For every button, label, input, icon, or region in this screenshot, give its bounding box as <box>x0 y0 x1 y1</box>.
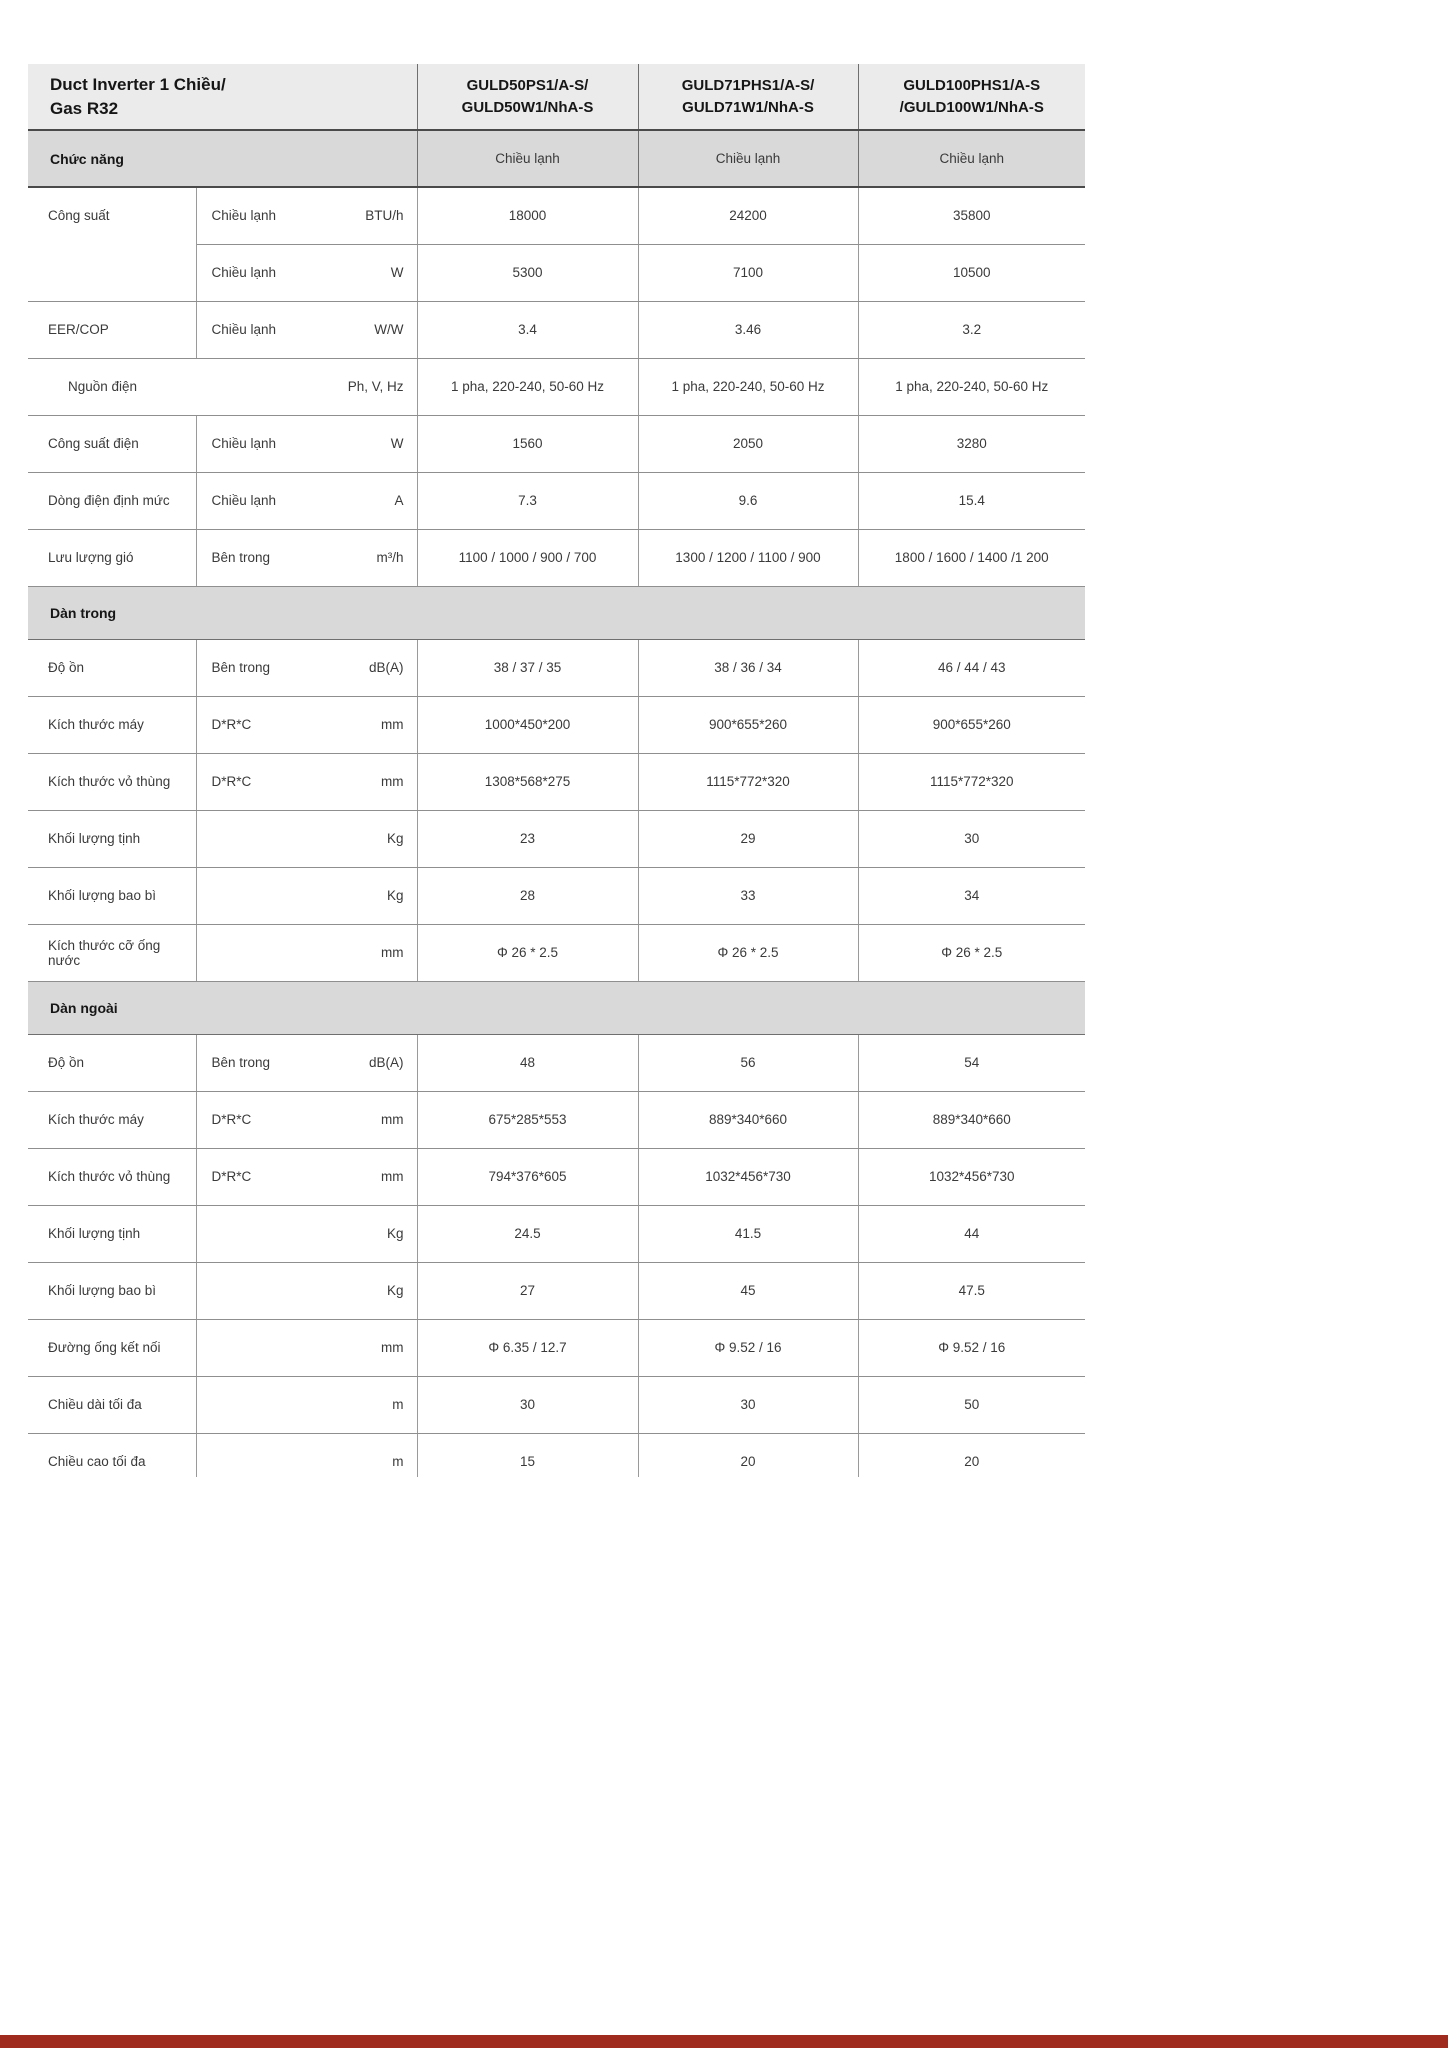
spec-subcell <box>196 1034 417 1091</box>
spec-value-cell: 20 <box>858 1433 1085 1477</box>
spec-label-cell: Công suất điện <box>28 415 196 472</box>
spec-value-cell: 7100 <box>638 244 858 301</box>
spec-label-cell: Chiều cao tối đa <box>28 1433 196 1477</box>
spec-value-cell: 1800 / 1600 / 1400 /1 200 <box>858 529 1085 586</box>
spec-sub-label: D*R*C <box>211 1169 252 1184</box>
spec-value-cell: Φ 9.52 / 16 <box>858 1319 1085 1376</box>
spec-subcell <box>196 924 417 981</box>
spec-label-cell: Kích thước vỏ thùng <box>28 1148 196 1205</box>
spec-value-cell: 1 pha, 220-240, 50-60 Hz <box>638 358 858 415</box>
spec-sub-label: D*R*C <box>211 717 252 732</box>
spec-unit: A <box>394 493 404 508</box>
spec-subcell <box>196 867 417 924</box>
spec-unit: W/W <box>374 322 404 337</box>
spec-value-cell: 1100 / 1000 / 900 / 700 <box>417 529 638 586</box>
spec-value-cell: 27 <box>417 1262 638 1319</box>
spec-subcell <box>196 529 417 586</box>
spec-value-cell: 5300 <box>417 244 638 301</box>
spec-value-cell: 38 / 37 / 35 <box>417 639 638 696</box>
spec-sub-unit-wrap <box>198 660 416 675</box>
spec-label-cell: Kích thước cỡ ống nước <box>28 924 196 981</box>
function-value-model-1: Chiều lạnh <box>417 130 638 187</box>
spec-value-cell: 794*376*605 <box>417 1148 638 1205</box>
spec-label-cell: Khối lượng bao bì <box>28 867 196 924</box>
spec-unit: m³/h <box>376 550 404 565</box>
spec-row <box>28 924 1085 981</box>
spec-subcell <box>196 1148 417 1205</box>
spec-value-cell: 46 / 44 / 43 <box>858 639 1085 696</box>
spec-row <box>28 639 1085 696</box>
spec-value-cell: 3.46 <box>638 301 858 358</box>
spec-value-cell: 30 <box>638 1376 858 1433</box>
spec-table-container <box>28 64 1088 1477</box>
spec-subcell <box>196 415 417 472</box>
spec-row <box>28 810 1085 867</box>
spec-sub-label: Chiều lạnh <box>211 322 277 337</box>
spec-value-cell: Φ 26 * 2.5 <box>417 924 638 981</box>
function-row <box>28 130 1085 187</box>
model-2-name-line2: GULD71W1/NhA-S <box>682 98 814 116</box>
column-header-model-2 <box>638 64 858 130</box>
spec-value-cell: 48 <box>417 1034 638 1091</box>
spec-value-cell: 889*340*660 <box>858 1091 1085 1148</box>
spec-value-cell: 29 <box>638 810 858 867</box>
spec-value-cell: 3280 <box>858 415 1085 472</box>
spec-value-cell: 38 / 36 / 34 <box>638 639 858 696</box>
spec-value-cell: 7.3 <box>417 472 638 529</box>
spec-unit: Kg <box>386 1283 404 1298</box>
spec-subcell <box>196 244 417 301</box>
spec-sub-unit-wrap <box>198 436 416 451</box>
spec-sub-unit-wrap <box>198 1112 416 1127</box>
spec-subcell <box>196 1433 417 1477</box>
spec-value-cell: 18000 <box>417 187 638 244</box>
spec-label-cell: Khối lượng tịnh <box>28 810 196 867</box>
spec-sub-label: Chiều lạnh <box>211 208 277 224</box>
spec-label-cell: Kích thước máy <box>28 1091 196 1148</box>
spec-value-cell: 900*655*260 <box>638 696 858 753</box>
spec-value-cell: 15.4 <box>858 472 1085 529</box>
spec-unit: mm <box>381 717 404 732</box>
spec-unit: Kg <box>386 888 404 903</box>
spec-sub-unit-wrap <box>198 774 416 789</box>
function-row-label: Chức năng <box>28 130 417 187</box>
spec-row <box>28 867 1085 924</box>
spec-subcell <box>196 1262 417 1319</box>
spec-unit: W <box>390 436 404 451</box>
spec-sub-label: Chiều lạnh <box>211 436 277 451</box>
section-header-label: Dàn ngoài <box>28 981 1085 1034</box>
spec-value-cell: 34 <box>858 867 1085 924</box>
spec-value-cell: 23 <box>417 810 638 867</box>
spec-sub-unit-wrap <box>198 208 416 223</box>
spec-sub-unit-wrap <box>198 1454 416 1469</box>
page-title-line1: Duct Inverter 1 Chiều/ <box>50 74 226 94</box>
spec-value-cell: 44 <box>858 1205 1085 1262</box>
spec-unit: m <box>392 1397 404 1412</box>
spec-value-cell: 54 <box>858 1034 1085 1091</box>
spec-value-cell: Φ 26 * 2.5 <box>638 924 858 981</box>
spec-unit: mm <box>381 1112 404 1127</box>
spec-row <box>28 1433 1085 1477</box>
spec-row <box>28 753 1085 810</box>
spec-subcell <box>196 753 417 810</box>
spec-row <box>28 358 1085 415</box>
spec-sub-unit-wrap <box>198 493 416 508</box>
spec-value-cell: 3.4 <box>417 301 638 358</box>
spec-row <box>28 1205 1085 1262</box>
spec-value-cell: 889*340*660 <box>638 1091 858 1148</box>
spec-value-cell: 15 <box>417 1433 638 1477</box>
spec-unit: W <box>390 265 404 280</box>
spec-value-cell: 24200 <box>638 187 858 244</box>
spec-unit: Kg <box>386 1226 404 1241</box>
spec-sub-unit-wrap <box>198 888 416 903</box>
spec-label-cell: Công suất <box>28 187 196 301</box>
spec-unit: mm <box>381 1169 404 1184</box>
spec-sub-unit-wrap <box>198 1397 416 1412</box>
spec-label-cell: Chiều dài tối đa <box>28 1376 196 1433</box>
spec-value-cell: 30 <box>858 810 1085 867</box>
spec-label-cell: Khối lượng tịnh <box>28 1205 196 1262</box>
spec-unit: dB(A) <box>368 1055 404 1070</box>
column-header-model-1 <box>417 64 638 130</box>
spec-sub-label: Bên trong <box>211 660 271 675</box>
spec-label-cell: Kích thước máy <box>28 696 196 753</box>
spec-value-cell: 1300 / 1200 / 1100 / 900 <box>638 529 858 586</box>
model-1-name-line2: GULD50W1/NhA-S <box>461 98 594 116</box>
spec-value-cell: 47.5 <box>858 1262 1085 1319</box>
spec-table <box>28 64 1085 1477</box>
spec-subcell <box>196 1376 417 1433</box>
section-header-row <box>28 586 1085 639</box>
spec-sub-label: Chiều lạnh <box>211 493 277 508</box>
spec-sub-label: Bên trong <box>211 1055 271 1070</box>
spec-sub-unit-wrap <box>198 1169 416 1184</box>
spec-sub-unit-wrap <box>198 1340 416 1355</box>
spec-row <box>28 1319 1085 1376</box>
spec-value-cell: 1115*772*320 <box>638 753 858 810</box>
spec-sub-unit-wrap <box>198 1283 416 1298</box>
spec-subcell <box>196 472 417 529</box>
spec-unit: mm <box>381 774 404 789</box>
spec-value-cell: 30 <box>417 1376 638 1433</box>
spec-value-cell: 2050 <box>638 415 858 472</box>
spec-row <box>28 1034 1085 1091</box>
spec-sub-label: Chiều lạnh <box>211 265 277 280</box>
spec-row <box>28 301 1085 358</box>
spec-sub-unit-wrap <box>198 322 416 337</box>
spec-subcell <box>196 301 417 358</box>
spec-sub-unit-wrap <box>198 717 416 732</box>
table-header-row <box>28 64 1085 130</box>
spec-value-cell: 20 <box>638 1433 858 1477</box>
spec-unit: mm <box>381 945 404 960</box>
spec-value-cell: 1032*456*730 <box>638 1148 858 1205</box>
spec-sub-unit-wrap <box>198 550 416 565</box>
model-3-name-line2: /GULD100W1/NhA-S <box>899 98 1044 116</box>
spec-label-cell: Khối lượng bao bì <box>28 1262 196 1319</box>
column-header-model-3 <box>858 64 1085 130</box>
spec-sub-label: D*R*C <box>211 1112 252 1127</box>
spec-value-cell: 45 <box>638 1262 858 1319</box>
spec-label-cell: Kích thước vỏ thùng <box>28 753 196 810</box>
model-3-name-line1: GULD100PHS1/A-S <box>903 76 1041 94</box>
spec-value-cell: 1560 <box>417 415 638 472</box>
spec-value-cell: 3.2 <box>858 301 1085 358</box>
function-value-model-2: Chiều lạnh <box>638 130 858 187</box>
spec-unit: BTU/h <box>365 208 404 224</box>
spec-value-cell: Φ 6.35 / 12.7 <box>417 1319 638 1376</box>
spec-unit: Kg <box>386 831 404 846</box>
spec-sub-label: D*R*C <box>211 774 252 789</box>
spec-label-cell: Độ ồn <box>28 1034 196 1091</box>
spec-unit: Ph, V, Hz <box>347 379 404 394</box>
spec-sub-unit-wrap <box>198 831 416 846</box>
spec-value-cell: Φ 26 * 2.5 <box>858 924 1085 981</box>
spec-value-cell: 1032*456*730 <box>858 1148 1085 1205</box>
spec-label-cell: Lưu lượng gió <box>28 529 196 586</box>
spec-row <box>28 696 1085 753</box>
spec-sub-label: Bên trong <box>211 550 271 565</box>
spec-subcell <box>196 639 417 696</box>
page-title <box>28 64 417 130</box>
spec-value-cell: 33 <box>638 867 858 924</box>
spec-value-cell: 24.5 <box>417 1205 638 1262</box>
spec-label: Nguồn điện <box>68 379 138 394</box>
spec-label-cell: Đường ống kết nối <box>28 1319 196 1376</box>
spec-value-cell: 50 <box>858 1376 1085 1433</box>
spec-value-cell: Φ 9.52 / 16 <box>638 1319 858 1376</box>
spec-subcell <box>196 696 417 753</box>
function-value-model-3: Chiều lạnh <box>858 130 1085 187</box>
spec-subcell <box>196 1205 417 1262</box>
spec-value-cell: 1 pha, 220-240, 50-60 Hz <box>858 358 1085 415</box>
spec-sub-unit-wrap <box>198 945 416 960</box>
spec-value-cell: 675*285*553 <box>417 1091 638 1148</box>
spec-row <box>28 1262 1085 1319</box>
spec-row <box>28 1376 1085 1433</box>
spec-value-cell: 41.5 <box>638 1205 858 1262</box>
model-1-name-line1: GULD50PS1/A-S/ <box>466 76 589 94</box>
spec-value-cell: 900*655*260 <box>858 696 1085 753</box>
section-header-row <box>28 981 1085 1034</box>
spec-value-cell: 1 pha, 220-240, 50-60 Hz <box>417 358 638 415</box>
spec-label-cell: Độ ồn <box>28 639 196 696</box>
spec-subcell <box>196 1319 417 1376</box>
spec-sub-unit-wrap <box>198 1226 416 1241</box>
spec-value-cell: 9.6 <box>638 472 858 529</box>
spec-row <box>28 472 1085 529</box>
spec-subcell <box>196 810 417 867</box>
spec-label-cell: Dòng điện định mức <box>28 472 196 529</box>
spec-value-cell: 1308*568*275 <box>417 753 638 810</box>
spec-subcell <box>196 187 417 244</box>
spec-value-cell: 1000*450*200 <box>417 696 638 753</box>
spec-label-cell <box>28 358 417 415</box>
spec-unit: m <box>392 1454 404 1469</box>
section-header-label: Dàn trong <box>28 586 1085 639</box>
model-2-name-line1: GULD71PHS1/A-S/ <box>681 76 815 94</box>
spec-sub-unit-wrap <box>198 265 416 280</box>
spec-value-cell: 1115*772*320 <box>858 753 1085 810</box>
spec-sub-unit-wrap <box>198 1055 416 1070</box>
footer-accent-bar <box>0 2035 1448 2048</box>
spec-subcell <box>196 1091 417 1148</box>
spec-row <box>28 529 1085 586</box>
spec-row <box>28 415 1085 472</box>
spec-row <box>28 1091 1085 1148</box>
spec-value-cell: 28 <box>417 867 638 924</box>
spec-row <box>28 1148 1085 1205</box>
spec-value-cell: 10500 <box>858 244 1085 301</box>
spec-label-cell: EER/COP <box>28 301 196 358</box>
spec-value-cell: 56 <box>638 1034 858 1091</box>
spec-row <box>28 187 1085 244</box>
page-title-line2: Gas R32 <box>50 98 119 118</box>
spec-label-unit-wrap <box>48 379 416 394</box>
spec-value-cell: 35800 <box>858 187 1085 244</box>
spec-unit: dB(A) <box>368 660 404 675</box>
spec-unit: mm <box>381 1340 404 1355</box>
